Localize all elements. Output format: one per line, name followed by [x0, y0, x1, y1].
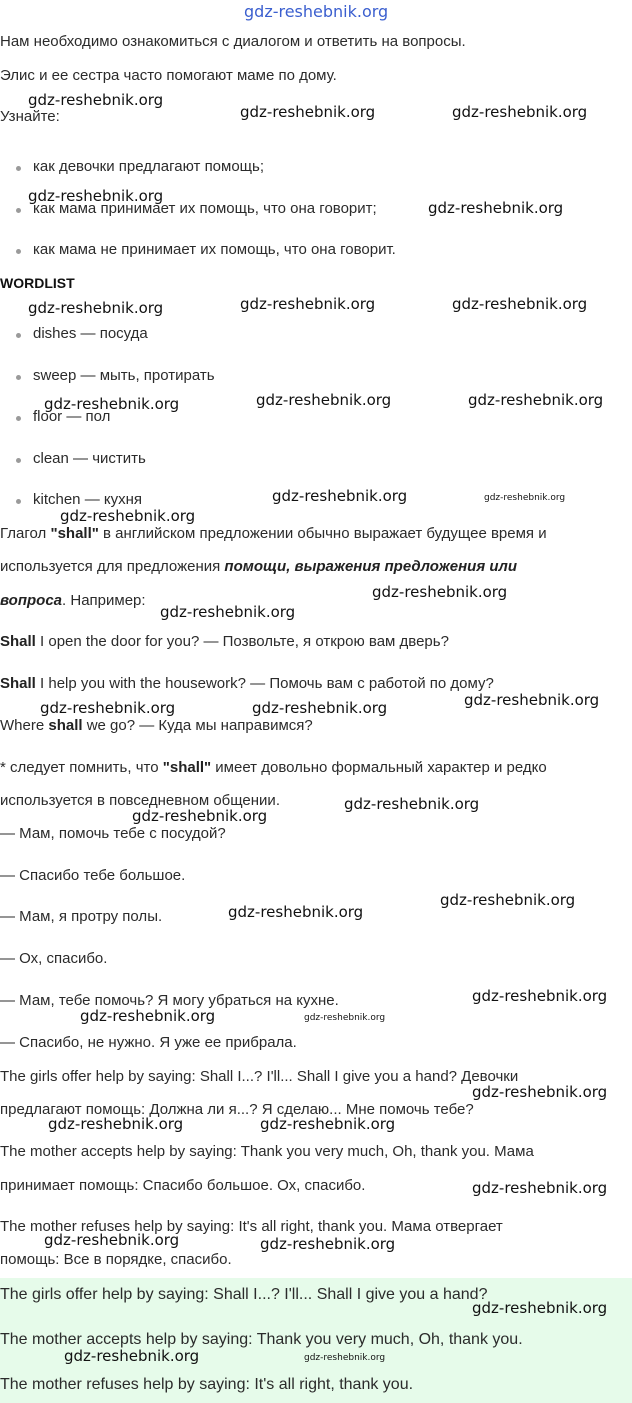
grammar-line: [0, 558, 517, 576]
grammar-text: Глагол: [0, 525, 51, 542]
task-item: как мама не принимает их помощь, что она говорит.: [33, 241, 396, 258]
note-text: имеет довольно формальный характер и редко: [211, 759, 547, 776]
note-keyword: "shall": [162, 759, 212, 776]
example-line: [0, 717, 313, 735]
watermark: gdz-reshebnik.org: [228, 903, 364, 921]
watermark: gdz-reshebnik.org: [80, 1007, 216, 1025]
explanation-line: помощь: Все в порядке, спасибо.: [0, 1251, 232, 1268]
bullet-icon: [16, 375, 21, 380]
watermark: gdz-reshebnik.org: [244, 2, 389, 21]
watermark: gdz-reshebnik.org: [256, 391, 392, 409]
watermark: gdz-reshebnik.org: [452, 103, 588, 121]
watermark: gdz-reshebnik.org: [472, 1179, 608, 1197]
watermark: gdz-reshebnik.org: [464, 691, 600, 709]
task-item: как девочки предлагают помощь;: [33, 158, 265, 175]
dialogue-line: — Мам, я протру полы.: [0, 908, 163, 925]
watermark: gdz-reshebnik.org: [260, 1235, 396, 1253]
bullet-icon: [16, 333, 21, 338]
watermark: gdz-reshebnik.org: [304, 1353, 386, 1363]
explanation-line: The girls offer help by saying: Shall I...? I'll... Shall I give you a hand? Девочки: [0, 1068, 519, 1085]
watermark: gdz-reshebnik.org: [240, 295, 376, 313]
example-text: we go? — Куда мы направимся?: [82, 717, 313, 734]
grammar-emphasis: вопроса: [0, 592, 63, 609]
wordlist-item: dishes — посуда: [33, 325, 148, 342]
example-text: I help you with the housework? — Помочь вам с работой по дому?: [35, 675, 494, 692]
example-line: [0, 633, 449, 651]
explanation-line: The mother refuses help by saying: It's all right, thank you. Мама отвергает: [0, 1218, 503, 1235]
grammar-line: [0, 592, 146, 610]
watermark: gdz-reshebnik.org: [452, 295, 588, 313]
example-keyword: Shall: [0, 633, 36, 650]
grammar-text: используется для предложения: [0, 558, 225, 575]
intro-line: Узнайте:: [0, 108, 60, 125]
example-text: I open the door for you? — Позвольте, я открою вам дверь?: [35, 633, 449, 650]
watermark: gdz-reshebnik.org: [240, 103, 376, 121]
grammar-keyword: "shall": [50, 525, 99, 542]
example-keyword: Shall: [0, 675, 36, 692]
grammar-emphasis: помощи, выражения предложения или: [224, 558, 518, 575]
grammar-line: [0, 525, 547, 543]
dialogue-line: — Мам, помочь тебе с посудой?: [0, 825, 226, 842]
watermark: gdz-reshebnik.org: [484, 493, 566, 503]
watermark: gdz-reshebnik.org: [372, 583, 508, 601]
explanation-line: The mother accepts help by saying: Thank you very much, Oh, thank you. Мама: [0, 1143, 534, 1160]
watermark: gdz-reshebnik.org: [472, 1299, 608, 1317]
example-text: Where: [0, 717, 49, 734]
task-item: как мама принимает их помощь, что она говорит;: [33, 200, 377, 217]
watermark: gdz-reshebnik.org: [252, 699, 388, 717]
bullet-icon: [16, 458, 21, 463]
watermark: gdz-reshebnik.org: [48, 1115, 184, 1133]
intro-line: Элис и ее сестра часто помогают маме по дому.: [0, 67, 337, 84]
wordlist-item: sweep — мыть, протирать: [33, 367, 215, 384]
watermark: gdz-reshebnik.org: [272, 487, 408, 505]
bullet-icon: [16, 499, 21, 504]
dialogue-line: — Ох, спасибо.: [0, 950, 108, 967]
grammar-text: . Например:: [62, 592, 146, 609]
watermark: gdz-reshebnik.org: [64, 1347, 200, 1365]
answer-line: The mother refuses help by saying: It's all right, thank you.: [0, 1376, 414, 1393]
wordlist-item: kitchen — кухня: [33, 491, 142, 508]
watermark: gdz-reshebnik.org: [40, 699, 176, 717]
watermark: gdz-reshebnik.org: [28, 91, 164, 109]
wordlist-heading: WORDLIST: [0, 275, 75, 291]
example-line: [0, 675, 494, 693]
watermark: gdz-reshebnik.org: [472, 1083, 608, 1101]
bullet-icon: [16, 416, 21, 421]
answer-line: The mother accepts help by saying: Thank you very much, Oh, thank you.: [0, 1331, 523, 1348]
watermark: gdz-reshebnik.org: [28, 299, 164, 317]
example-keyword: shall: [48, 717, 83, 734]
dialogue-line: — Мам, тебе помочь? Я могу убраться на кухне.: [0, 992, 339, 1009]
note-line: используется в повседневном общении.: [0, 792, 280, 809]
watermark: gdz-reshebnik.org: [344, 795, 480, 813]
watermark: gdz-reshebnik.org: [132, 807, 268, 825]
watermark: gdz-reshebnik.org: [304, 1013, 386, 1023]
bullet-icon: [16, 249, 21, 254]
answer-line: The girls offer help by saying: Shall I...? I'll... Shall I give you a hand?: [0, 1286, 488, 1303]
watermark: gdz-reshebnik.org: [44, 1231, 180, 1249]
note-text: * следует помнить, что: [0, 759, 163, 776]
grammar-text: в английском предложении обычно выражает будущее время и: [98, 525, 547, 542]
wordlist-item: clean — чистить: [33, 450, 146, 467]
wordlist-item: floor — пол: [33, 408, 111, 425]
watermark: gdz-reshebnik.org: [472, 987, 608, 1005]
intro-line: Нам необходимо ознакомиться с диалогом и ответить на вопросы.: [0, 33, 466, 50]
watermark: gdz-reshebnik.org: [28, 187, 164, 205]
watermark: gdz-reshebnik.org: [60, 507, 196, 525]
note-line: [0, 759, 547, 777]
watermark: gdz-reshebnik.org: [44, 395, 180, 413]
explanation-line: принимает помощь: Спасибо большое. Ох, спасибо.: [0, 1177, 366, 1194]
watermark: gdz-reshebnik.org: [468, 391, 604, 409]
dialogue-line: — Спасибо тебе большое.: [0, 867, 186, 884]
dialogue-line: — Спасибо, не нужно. Я уже ее прибрала.: [0, 1034, 297, 1051]
watermark: gdz-reshebnik.org: [440, 891, 576, 909]
watermark: gdz-reshebnik.org: [160, 603, 296, 621]
bullet-icon: [16, 166, 21, 171]
bullet-icon: [16, 208, 21, 213]
explanation-line: предлагают помощь: Должна ли я...? Я сделаю... Мне помочь тебе?: [0, 1101, 474, 1118]
watermark: gdz-reshebnik.org: [260, 1115, 396, 1133]
watermark: gdz-reshebnik.org: [428, 199, 564, 217]
